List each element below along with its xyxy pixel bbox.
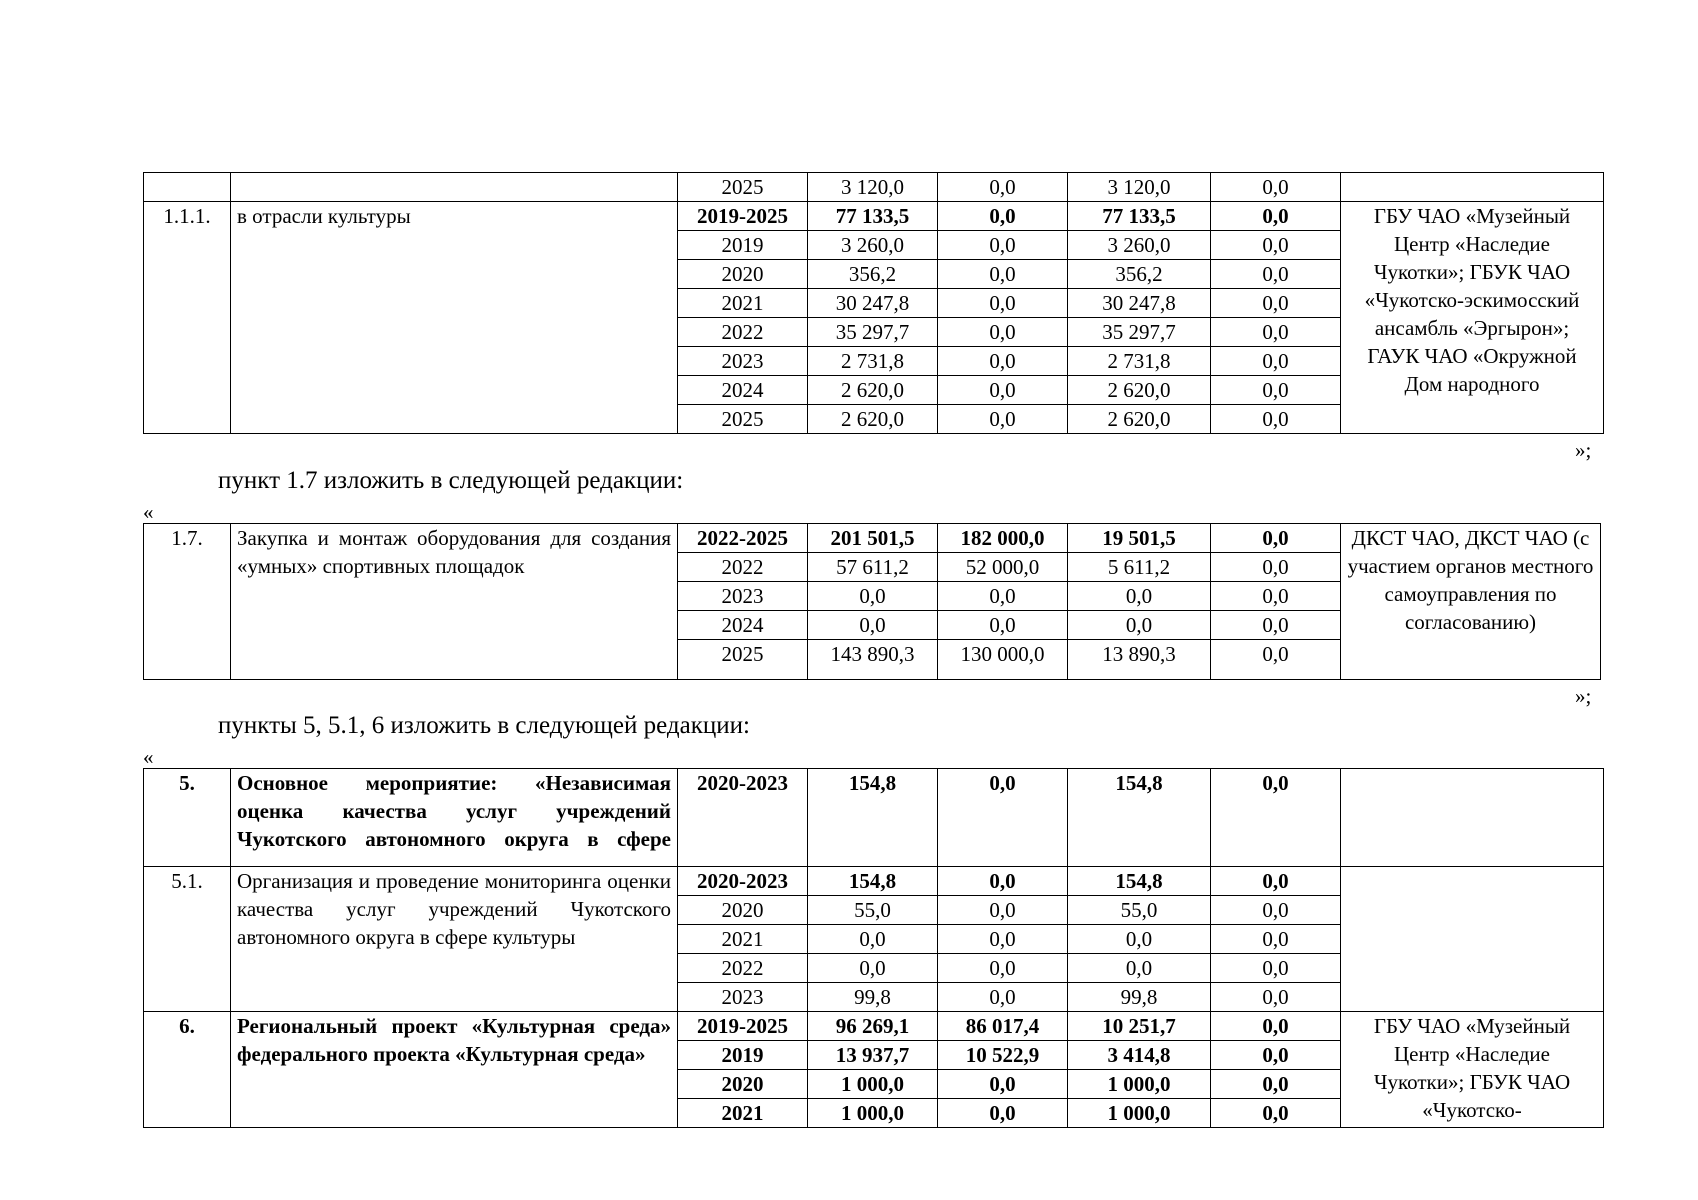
regional-cell: 3 260,0 xyxy=(1068,231,1211,260)
year-cell: 2020 xyxy=(678,1070,808,1099)
regional-cell: 30 247,8 xyxy=(1068,289,1211,318)
regional-cell: 3 414,8 xyxy=(1068,1041,1211,1070)
federal-cell: 0,0 xyxy=(938,1099,1068,1128)
regional-cell: 55,0 xyxy=(1068,896,1211,925)
year-cell: 2019 xyxy=(678,231,808,260)
row-name: Региональный проект «Культурная среда» федерального проекта «Культурная среда» xyxy=(231,1012,678,1128)
federal-cell: 182 000,0 xyxy=(938,524,1068,553)
federal-cell: 0,0 xyxy=(938,202,1068,231)
row-name-text: Основное мероприятие: «Независимая оценка качества услуг учреждений Чукотского автономного округа в сфере xyxy=(237,771,671,851)
total-cell: 1 000,0 xyxy=(808,1070,938,1099)
other-cell: 0,0 xyxy=(1211,289,1341,318)
regional-cell: 0,0 xyxy=(1068,611,1211,640)
other-cell: 0,0 xyxy=(1211,582,1341,611)
year-cell: 2023 xyxy=(678,983,808,1012)
year-cell: 2022-2025 xyxy=(678,524,808,553)
total-cell: 2 620,0 xyxy=(808,376,938,405)
total-cell: 0,0 xyxy=(808,611,938,640)
regional-cell: 0,0 xyxy=(1068,925,1211,954)
regional-cell: 99,8 xyxy=(1068,983,1211,1012)
regional-cell: 1 000,0 xyxy=(1068,1070,1211,1099)
other-cell: 0,0 xyxy=(1211,1012,1341,1041)
year-cell: 2021 xyxy=(678,1099,808,1128)
other-cell: 0,0 xyxy=(1211,405,1341,434)
total-cell: 13 937,7 xyxy=(808,1041,938,1070)
other-cell: 0,0 xyxy=(1211,867,1341,896)
regional-cell: 1 000,0 xyxy=(1068,1099,1211,1128)
table-items-5-6 xyxy=(143,768,1604,1128)
federal-cell: 0,0 xyxy=(938,983,1068,1012)
federal-cell: 0,0 xyxy=(938,260,1068,289)
opening-quote: « xyxy=(143,500,154,524)
row-number: 1.1.1. xyxy=(144,202,231,434)
year-cell: 2022 xyxy=(678,318,808,347)
year-cell: 2020-2023 xyxy=(678,769,808,867)
year-cell: 2019-2025 xyxy=(678,1012,808,1041)
total-cell: 99,8 xyxy=(808,983,938,1012)
total-cell: 356,2 xyxy=(808,260,938,289)
executor-text: ГБУ ЧАО «Музейный Центр «Наследие Чукотки»; ГБУК ЧАО «Чукотско- xyxy=(1373,1014,1571,1122)
regional-cell: 77 133,5 xyxy=(1068,202,1211,231)
regional-cell: 5 611,2 xyxy=(1068,553,1211,582)
total-cell: 0,0 xyxy=(808,925,938,954)
other-cell: 0,0 xyxy=(1211,260,1341,289)
total-cell: 154,8 xyxy=(808,867,938,896)
regional-cell: 2 731,8 xyxy=(1068,347,1211,376)
other-cell: 0,0 xyxy=(1211,202,1341,231)
federal-cell: 0,0 xyxy=(938,1070,1068,1099)
other-cell: 0,0 xyxy=(1211,231,1341,260)
row-number: 1.7. xyxy=(144,524,231,680)
year-cell: 2021 xyxy=(678,289,808,318)
federal-cell: 0,0 xyxy=(938,376,1068,405)
federal-cell: 52 000,0 xyxy=(938,553,1068,582)
total-cell: 154,8 xyxy=(808,769,938,867)
other-cell: 0,0 xyxy=(1211,376,1341,405)
row-number: 6. xyxy=(144,1012,231,1128)
federal-cell: 0,0 xyxy=(938,867,1068,896)
executor-cell: ДКСТ ЧАО, ДКСТ ЧАО (с участием органов местного самоуправления по согласованию) xyxy=(1341,524,1601,680)
total-cell: 201 501,5 xyxy=(808,524,938,553)
other-cell: 0,0 xyxy=(1211,173,1341,202)
regional-cell: 356,2 xyxy=(1068,260,1211,289)
table-row xyxy=(144,867,1604,896)
federal-cell: 86 017,4 xyxy=(938,1012,1068,1041)
year-cell: 2019-2025 xyxy=(678,202,808,231)
paragraph-item-1-7: пункт 1.7 изложить в следующей редакции: xyxy=(218,467,684,494)
regional-cell: 2 620,0 xyxy=(1068,376,1211,405)
year-cell: 2022 xyxy=(678,954,808,983)
executor-text: ГБУ ЧАО «Музейный Центр «Наследие Чукотки»; ГБУК ЧАО «Чукотско-эскимосский ансамбль «Эргырон»; ГАУК ЧАО «Окружной Дом народного xyxy=(1364,204,1580,396)
year-cell: 2025 xyxy=(678,405,808,434)
other-cell: 0,0 xyxy=(1211,524,1341,553)
regional-cell: 13 890,3 xyxy=(1068,640,1211,680)
federal-cell: 0,0 xyxy=(938,289,1068,318)
executor-cell xyxy=(1341,1012,1604,1128)
row-name: Закупка и монтаж оборудования для создания «умных» спортивных площадок xyxy=(231,524,678,680)
row-name xyxy=(231,769,678,867)
federal-cell: 0,0 xyxy=(938,231,1068,260)
total-cell: 30 247,8 xyxy=(808,289,938,318)
federal-cell: 130 000,0 xyxy=(938,640,1068,680)
year-cell: 2023 xyxy=(678,582,808,611)
table-item-1-7 xyxy=(143,523,1601,680)
table-row xyxy=(144,202,1604,231)
federal-cell: 0,0 xyxy=(938,925,1068,954)
federal-cell: 0,0 xyxy=(938,318,1068,347)
federal-cell: 0,0 xyxy=(938,347,1068,376)
federal-cell: 0,0 xyxy=(938,405,1068,434)
year-cell: 2025 xyxy=(678,173,808,202)
executor-cell xyxy=(1341,769,1604,867)
other-cell: 0,0 xyxy=(1211,983,1341,1012)
paragraph-items-5-5-1-6: пункты 5, 5.1, 6 изложить в следующей редакции: xyxy=(218,712,750,739)
total-cell: 143 890,3 xyxy=(808,640,938,680)
executor-cell xyxy=(1341,202,1604,434)
other-cell: 0,0 xyxy=(1211,553,1341,582)
total-cell: 1 000,0 xyxy=(808,1099,938,1128)
opening-quote: « xyxy=(143,745,154,769)
year-cell: 2025 xyxy=(678,640,808,680)
closing-quote: »; xyxy=(1575,684,1592,708)
total-cell: 0,0 xyxy=(808,582,938,611)
table-row xyxy=(144,769,1604,867)
total-cell: 57 611,2 xyxy=(808,553,938,582)
row-number xyxy=(144,173,231,202)
other-cell: 0,0 xyxy=(1211,1041,1341,1070)
federal-cell: 0,0 xyxy=(938,173,1068,202)
row-number: 5.1. xyxy=(144,867,231,1012)
other-cell: 0,0 xyxy=(1211,318,1341,347)
regional-cell: 2 620,0 xyxy=(1068,405,1211,434)
federal-cell: 0,0 xyxy=(938,896,1068,925)
total-cell: 2 731,8 xyxy=(808,347,938,376)
federal-cell: 0,0 xyxy=(938,611,1068,640)
other-cell: 0,0 xyxy=(1211,347,1341,376)
total-cell: 0,0 xyxy=(808,954,938,983)
regional-cell: 35 297,7 xyxy=(1068,318,1211,347)
regional-cell: 0,0 xyxy=(1068,582,1211,611)
federal-cell: 10 522,9 xyxy=(938,1041,1068,1070)
year-cell: 2020 xyxy=(678,896,808,925)
regional-cell: 0,0 xyxy=(1068,954,1211,983)
executor-cell xyxy=(1341,867,1604,1012)
other-cell: 0,0 xyxy=(1211,1070,1341,1099)
total-cell: 3 260,0 xyxy=(808,231,938,260)
year-cell: 2019 xyxy=(678,1041,808,1070)
row-name: в отрасли культуры xyxy=(231,202,678,434)
table-row xyxy=(144,173,1604,202)
year-cell: 2024 xyxy=(678,611,808,640)
year-cell: 2021 xyxy=(678,925,808,954)
total-cell: 2 620,0 xyxy=(808,405,938,434)
total-cell: 35 297,7 xyxy=(808,318,938,347)
regional-cell: 3 120,0 xyxy=(1068,173,1211,202)
regional-cell: 154,8 xyxy=(1068,867,1211,896)
row-number: 5. xyxy=(144,769,231,867)
federal-cell: 0,0 xyxy=(938,582,1068,611)
row-name: Организация и проведение мониторинга оценки качества услуг учреждений Чукотского автономного округа в сфере культуры xyxy=(231,867,678,1012)
year-cell: 2020 xyxy=(678,260,808,289)
regional-cell: 10 251,7 xyxy=(1068,1012,1211,1041)
other-cell: 0,0 xyxy=(1211,896,1341,925)
total-cell: 96 269,1 xyxy=(808,1012,938,1041)
federal-cell: 0,0 xyxy=(938,769,1068,867)
table-row xyxy=(144,524,1601,553)
other-cell: 0,0 xyxy=(1211,1099,1341,1128)
regional-cell: 154,8 xyxy=(1068,769,1211,867)
row-name xyxy=(231,173,678,202)
other-cell: 0,0 xyxy=(1211,925,1341,954)
regional-cell: 19 501,5 xyxy=(1068,524,1211,553)
total-cell: 55,0 xyxy=(808,896,938,925)
other-cell: 0,0 xyxy=(1211,611,1341,640)
other-cell: 0,0 xyxy=(1211,640,1341,680)
federal-cell: 0,0 xyxy=(938,954,1068,983)
total-cell: 3 120,0 xyxy=(808,173,938,202)
other-cell: 0,0 xyxy=(1211,769,1341,867)
year-cell: 2023 xyxy=(678,347,808,376)
table-row xyxy=(144,1012,1604,1041)
executor-cell xyxy=(1341,173,1604,202)
total-cell: 77 133,5 xyxy=(808,202,938,231)
year-cell: 2024 xyxy=(678,376,808,405)
year-cell: 2020-2023 xyxy=(678,867,808,896)
other-cell: 0,0 xyxy=(1211,954,1341,983)
table-continuation-1-1 xyxy=(143,172,1604,434)
year-cell: 2022 xyxy=(678,553,808,582)
closing-quote: »; xyxy=(1575,438,1592,462)
